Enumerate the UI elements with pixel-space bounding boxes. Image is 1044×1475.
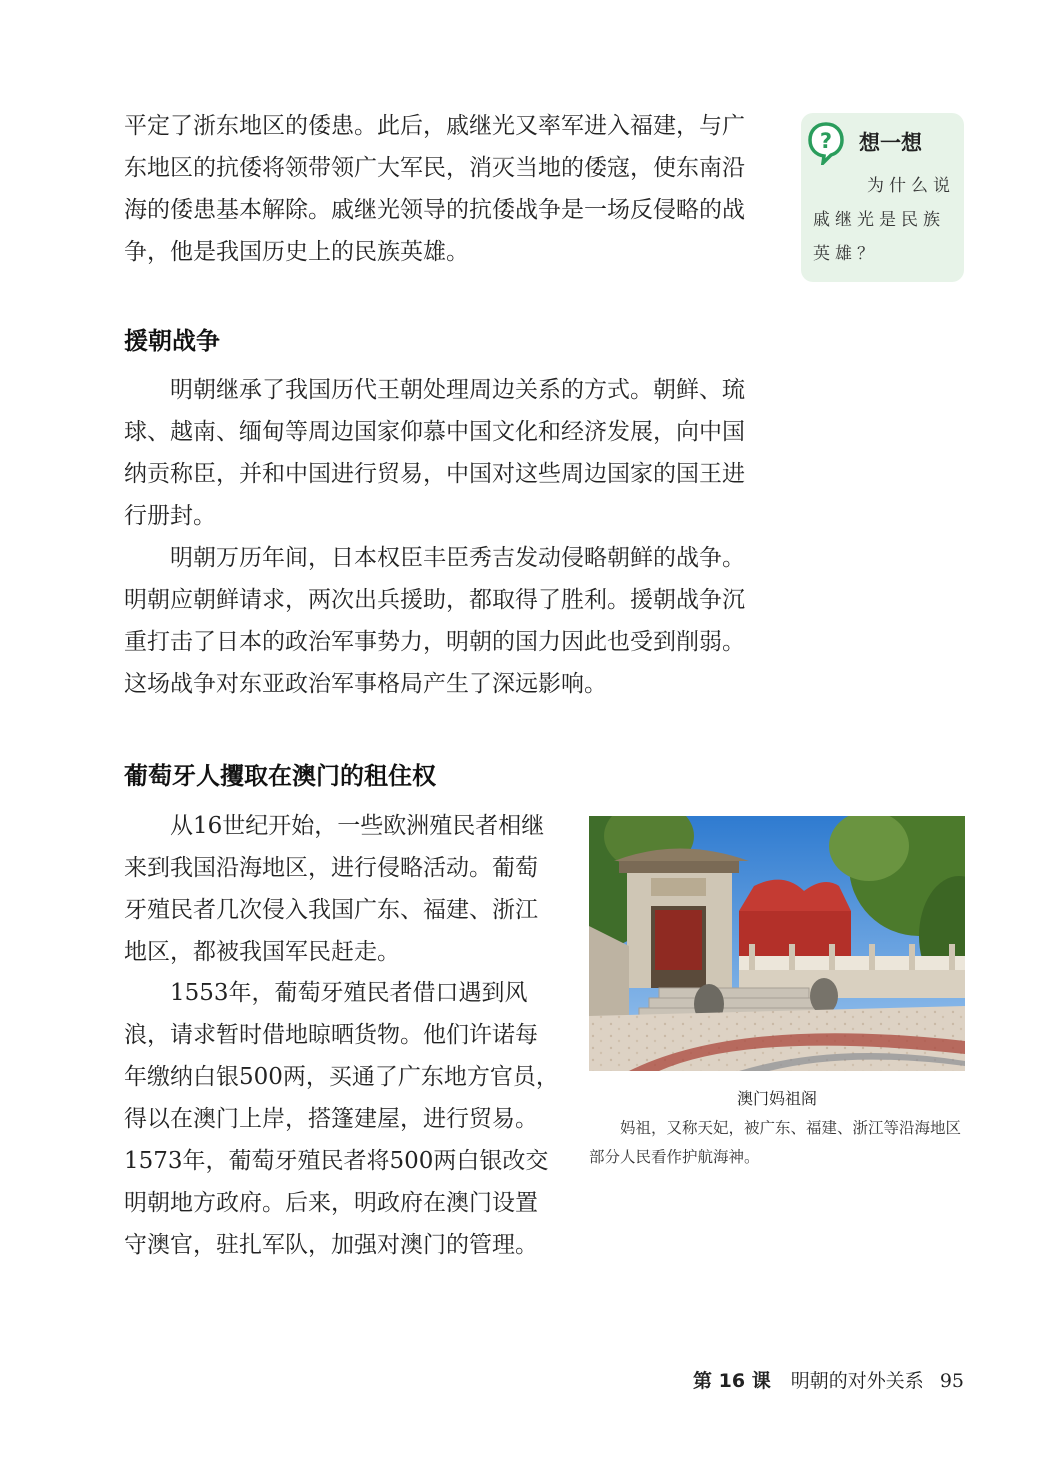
- text-line: 得以在澳门上岸，搭篷建屋，进行贸易。: [124, 1106, 538, 1132]
- text-line: 明朝地方政府。后来，明政府在澳门设置: [124, 1190, 538, 1216]
- question-bubble-icon: [807, 121, 845, 165]
- text-line: 牙殖民者几次侵入我国广东、福建、浙江: [124, 897, 538, 923]
- think-question-rest: 戚继光是民族英雄？: [813, 210, 945, 264]
- section-heading-korea: 援朝战争: [124, 327, 220, 355]
- text-line: 浪，请求暂时借地晾晒货物。他们许诺每: [124, 1022, 538, 1048]
- intro-paragraph: [124, 105, 789, 273]
- figure-caption-description: 妈祖，又称天妃，被广东、福建、浙江等沿海地区部分人民看作护航海神。: [589, 1119, 962, 1166]
- text-line: 纳贡称臣，并和中国进行贸易，中国对这些周边国家的国王进: [124, 461, 745, 487]
- page-number: 95: [939, 1370, 964, 1392]
- text-line: 1553年，葡萄牙殖民者借口遇到风: [124, 980, 528, 1006]
- korea-paragraph-1: [124, 369, 789, 537]
- text-line: 东地区的抗倭将领带领广大军民，消灭当地的倭寇，使东南沿: [124, 155, 745, 181]
- svg-text:?: ?: [819, 129, 833, 153]
- text-line: 这场战争对东亚政治军事格局产生了深远影响。: [124, 671, 607, 697]
- text-line: 重打击了日本的政治军事势力，明朝的国力因此也受到削弱。: [124, 629, 745, 655]
- macao-paragraph-2: [124, 972, 574, 1266]
- text-line: 明朝应朝鲜请求，两次出兵援助，都取得了胜利。援朝战争沉: [124, 587, 745, 613]
- think-box: [801, 113, 964, 282]
- text-line: 球、越南、缅甸等周边国家仰慕中国文化和经济发展，向中国: [124, 419, 745, 445]
- text-line: 海的倭患基本解除。戚继光领导的抗倭战争是一场反侵略的战: [124, 197, 745, 223]
- think-box-question: [813, 169, 955, 271]
- think-box-title: 想一想: [859, 131, 922, 155]
- text-line: 年缴纳白银500两，买通了广东地方官员，: [124, 1064, 559, 1090]
- lesson-number: 第 16 课: [693, 1370, 771, 1392]
- figure-caption-title: 澳门妈祖阁: [736, 1089, 817, 1108]
- text-line: 1573年，葡萄牙殖民者将500两白银改交: [124, 1148, 549, 1174]
- text-line: 明朝继承了我国历代王朝处理周边关系的方式。朝鲜、琉: [124, 377, 745, 403]
- lesson-title: 明朝的对外关系: [790, 1370, 924, 1392]
- korea-paragraph-2: [124, 537, 789, 705]
- section-heading-macao: 葡萄牙人攫取在澳门的租住权: [124, 762, 436, 790]
- macao-paragraph-1: [124, 805, 574, 973]
- text-line: 守澳官，驻扎军队，加强对澳门的管理。: [124, 1232, 538, 1258]
- a-ma-temple-photo: [589, 816, 965, 1071]
- text-line: 行册封。: [124, 503, 216, 529]
- page-footer: [693, 1366, 964, 1393]
- text-line: 从16世纪开始，一些欧洲殖民者相继: [124, 813, 545, 839]
- text-line: 明朝万历年间，日本权臣丰臣秀吉发动侵略朝鲜的战争。: [124, 545, 745, 571]
- text-line: 地区，都被我国军民赶走。: [124, 939, 400, 965]
- text-line: 来到我国沿海地区，进行侵略活动。葡萄: [124, 855, 538, 881]
- think-question-line: 为什么说: [867, 176, 955, 196]
- text-line: 争，他是我国历史上的民族英雄。: [124, 239, 469, 265]
- text-line: 平定了浙东地区的倭患。此后，戚继光又率军进入福建，与广: [124, 113, 745, 139]
